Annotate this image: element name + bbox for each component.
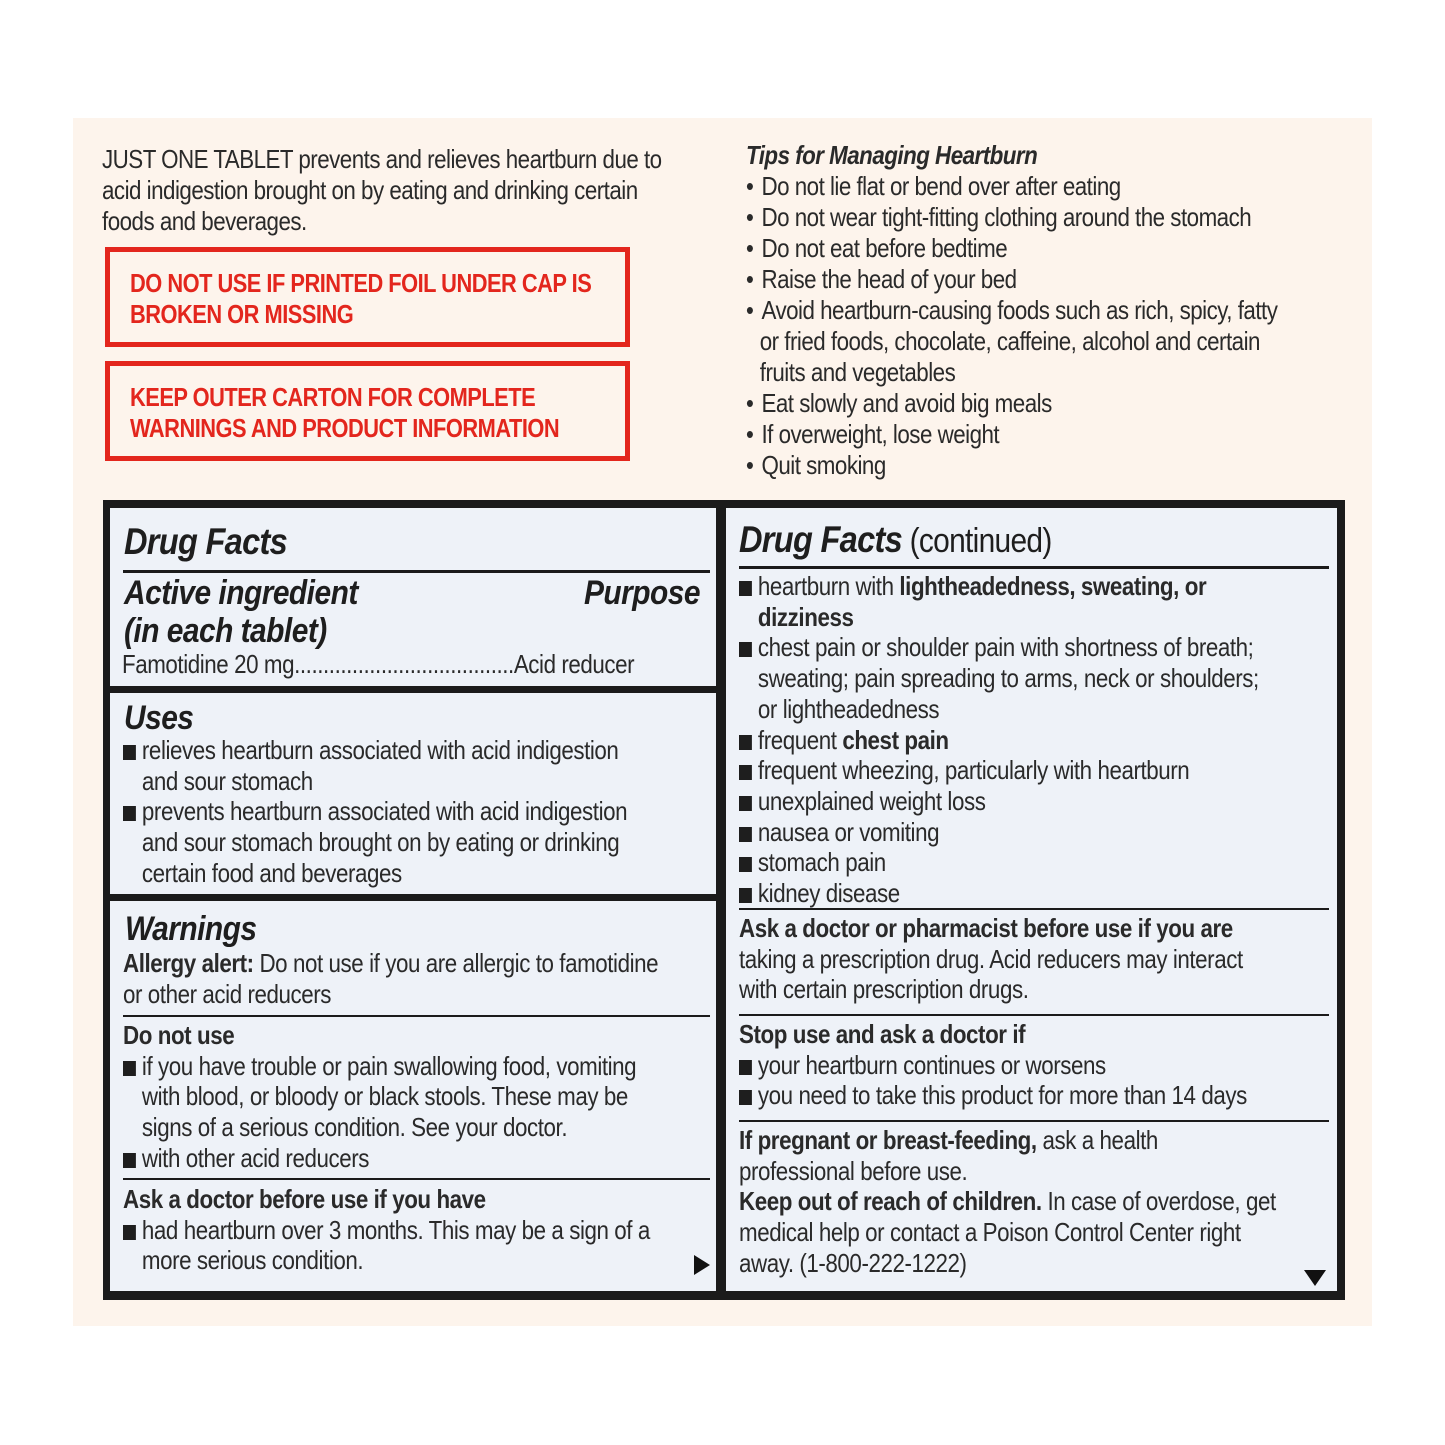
ask-doctor-title: Ask a doctor before use if you have [123, 1184, 486, 1214]
divider [739, 566, 1329, 569]
square-bullet-icon [739, 857, 752, 872]
stop-use-section [739, 1019, 1330, 1111]
tip-item: • Eat slowly and avoid big meals [746, 388, 1052, 418]
divider [123, 1015, 710, 1017]
symptom-item: frequent wheezing, particularly with heartburn [739, 755, 1259, 786]
warnings-title: Warnings [125, 910, 257, 948]
active-ingredient-heading: Active ingredient [124, 574, 358, 612]
tip-item-continued: or fried foods, chocolate, caffeine, alcohol and certain [759, 326, 1260, 356]
uses-list [123, 735, 709, 889]
uses-item: prevents heartburn associated with acid indigestion [123, 796, 627, 827]
divider [123, 1178, 710, 1180]
intro-text [102, 144, 753, 237]
tip-item: • Quit smoking [746, 450, 886, 480]
warnings-cell [110, 901, 716, 1291]
pregnancy-and-children-section: If pregnant or breast-feeding, ask a health professional before use. Keep out of reach of children. In case of overdose, get medical help or contact a Poison Control Center right away. (1-800-222-1222) [739, 1125, 1276, 1278]
square-bullet-icon [739, 796, 752, 811]
bullet-icon: • [746, 202, 754, 232]
square-bullet-icon [739, 765, 752, 780]
stop-use-title: Stop use and ask a doctor if [739, 1019, 1026, 1049]
divider [739, 908, 1329, 910]
symptom-item: nausea or vomiting [739, 817, 1259, 848]
square-bullet-icon [739, 581, 752, 596]
allergy-alert-label: Allergy alert: [123, 948, 254, 978]
stop-use-item: your heartburn continues or worsens [739, 1050, 1247, 1081]
uses-title: Uses [124, 699, 194, 737]
symptom-item: unexplained weight loss [739, 786, 1259, 817]
bullet-icon: • [746, 233, 754, 263]
uses-item-continued: certain food and beverages [141, 857, 402, 888]
ingredient-name: Famotidine 20 mg [122, 649, 295, 679]
symptom-item: frequent chest pain [739, 725, 1259, 756]
foil-warning-line: BROKEN OR MISSING [130, 299, 354, 329]
uses-item-continued: and sour stomach [141, 765, 313, 796]
square-bullet-icon [739, 735, 752, 750]
keep-out-label: Keep out of reach of children. [739, 1186, 1042, 1217]
bullet-icon: • [746, 388, 754, 418]
tip-item: • If overweight, lose weight [746, 419, 1000, 449]
square-bullet-icon [739, 888, 752, 903]
uses-item: relieves heartburn associated with acid indigestion [123, 735, 627, 766]
bullet-icon: • [746, 264, 754, 294]
drug-facts-box [103, 500, 1345, 1300]
bullet-icon: • [746, 295, 754, 325]
purpose-heading: Purpose [584, 574, 701, 612]
ingredient-row [122, 649, 712, 680]
symptom-item: kidney disease [739, 878, 1259, 909]
square-bullet-icon [123, 1153, 136, 1168]
ask-doctor-section: Ask a doctor before use if you have had heartburn over 3 months. This may be a sign of a more serious condition. [123, 1184, 650, 1276]
divider [739, 1120, 1329, 1122]
uses-cell [110, 693, 716, 894]
square-bullet-icon [739, 1090, 752, 1105]
square-bullet-icon [123, 806, 136, 821]
drug-facts-continued-cell [726, 508, 1337, 1291]
do-not-use-title: Do not use [123, 1020, 235, 1050]
tips-title: Tips for Managing Heartburn [746, 140, 1038, 170]
symptom-item: stomach pain [739, 847, 1259, 878]
drug-facts-title: Drug Facts [124, 521, 288, 562]
stop-use-item: you need to take this product for more than 14 days [739, 1080, 1247, 1111]
square-bullet-icon [739, 1060, 752, 1075]
square-bullet-icon [739, 642, 752, 657]
dot-leader: ...................................... [294, 649, 514, 679]
do-not-use-section: Do not use if you have trouble or pain swallowing food, vomiting with blood, or bloody or black stools. These may be signs of a serious condition. See your doctor. with other acid reducers [123, 1020, 637, 1173]
divider [123, 570, 710, 573]
tip-item-continued: fruits and vegetables [759, 357, 956, 387]
square-bullet-icon [123, 1061, 136, 1076]
tips-section [746, 140, 1364, 481]
keep-carton-line: WARNINGS AND PRODUCT INFORMATION [130, 413, 560, 443]
uses-item-continued: and sour stomach brought on by eating or drinking [141, 827, 620, 858]
allergy-alert: Allergy alert: Do not use if you are allergic to famotidine or other acid reducers [123, 948, 659, 1009]
square-bullet-icon [123, 745, 136, 760]
square-bullet-icon [123, 1225, 136, 1240]
foil-warning-box [105, 247, 630, 347]
foil-warning-line: DO NOT USE IF PRINTED FOIL UNDER CAP IS [130, 268, 592, 298]
drug-facts-continued-title: Drug Facts (continued) [739, 519, 1052, 560]
tip-item: • Do not wear tight-fitting clothing around the stomach [746, 202, 1252, 232]
bullet-icon: • [746, 419, 754, 449]
tip-item: • Do not eat before bedtime [746, 233, 1008, 263]
do-not-use-item: with other acid reducers [123, 1143, 636, 1174]
ask-pharmacist-section: Ask a doctor or pharmacist before use if you are taking a prescription drug. Acid reducers may interact with certain prescription drugs. [739, 913, 1243, 1005]
divider [739, 1014, 1329, 1016]
tip-item: • Do not lie flat or bend over after eating [746, 171, 1121, 201]
symptom-item: heartburn with lightheadedness, sweating, or [739, 571, 1259, 602]
square-bullet-icon [739, 827, 752, 842]
bullet-icon: • [746, 450, 754, 480]
active-ingredient-cell [110, 508, 716, 686]
continued-suffix: (continued) [902, 522, 1052, 560]
bullet-icon: • [746, 171, 754, 201]
intro-line: acid indigestion brought on by eating and drinking certain [102, 175, 638, 205]
continue-down-arrow-icon [1304, 1270, 1326, 1286]
do-not-use-item: if you have trouble or pain swallowing food, vomiting [123, 1051, 636, 1082]
warning-symptoms-list: heartburn with lightheadedness, sweating, or dizziness chest pain or shoulder pain with shortness of breath; sweating; pain spreading to arms, neck or shoulders; or lightheadedness frequent chest pain frequent wheezing, particularly with heartburn unexplained weight loss nausea or vomiting stomach pain kidney disease [739, 571, 1343, 909]
intro-line: foods and beverages. [102, 206, 307, 236]
continue-right-arrow-icon [694, 1255, 710, 1275]
symptom-item: chest pain or shoulder pain with shortness of breath; [739, 632, 1259, 663]
ask-doctor-item: had heartburn over 3 months. This may be a sign of a [123, 1215, 650, 1246]
tip-item: • Avoid heartburn-causing foods such as rich, spicy, fatty [746, 295, 1278, 325]
keep-carton-warning-box [105, 361, 630, 461]
tip-item: • Raise the head of your bed [746, 264, 1017, 294]
ingredient-purpose: Acid reducer [513, 649, 635, 679]
pregnant-label: If pregnant or breast-feeding, [739, 1125, 1037, 1155]
ask-pharmacist-title: Ask a doctor or pharmacist before use if you are [739, 913, 1233, 943]
keep-carton-line: KEEP OUTER CARTON FOR COMPLETE [130, 382, 536, 412]
active-ingredient-subheading: (in each tablet) [124, 612, 327, 650]
poison-control-phone: away. (1-800-222-1222) [739, 1247, 967, 1278]
intro-line: JUST ONE TABLET prevents and relieves heartburn due to [102, 144, 662, 174]
